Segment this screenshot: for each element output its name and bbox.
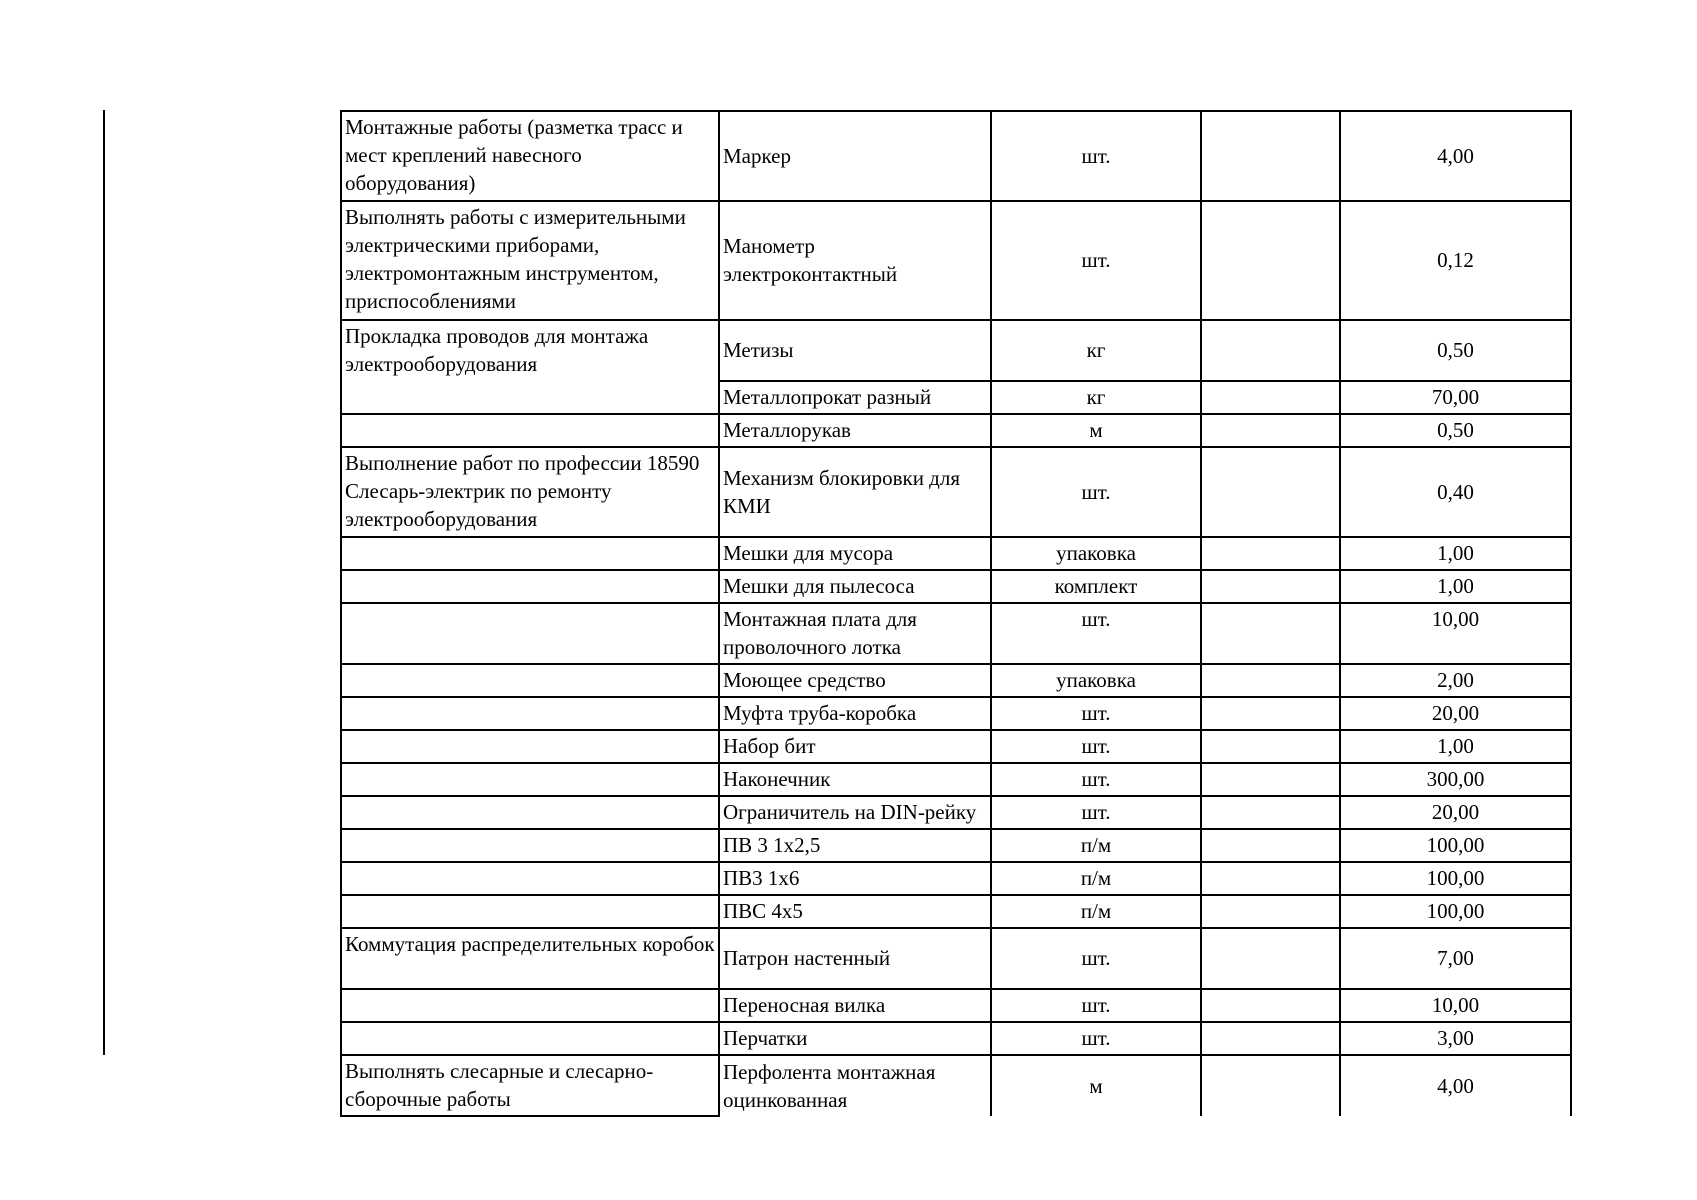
unit-cell: шт. [991, 1022, 1201, 1055]
unit-cell: м [991, 414, 1201, 447]
operation-cell [341, 537, 719, 570]
unit-cell: кг [991, 381, 1201, 414]
quantity-cell: 3,00 [1340, 1022, 1571, 1055]
unit-cell: шт. [991, 603, 1201, 664]
extra-cell [1201, 201, 1340, 320]
extra-cell [1201, 111, 1340, 201]
quantity-cell: 1,00 [1340, 537, 1571, 570]
operation-cell [341, 796, 719, 829]
table-row [341, 447, 1571, 537]
table-row [341, 862, 1571, 895]
material-cell: Наконечник [719, 763, 991, 796]
extra-cell [1201, 414, 1340, 447]
operation-cell [341, 414, 719, 447]
material-cell: Перфолента монтажная оцинкованная [719, 1055, 991, 1116]
quantity-cell: 300,00 [1340, 763, 1571, 796]
quantity-cell: 4,00 [1340, 1055, 1571, 1116]
material-cell: ПВ 3 1х2,5 [719, 829, 991, 862]
table-row [341, 928, 1571, 989]
quantity-cell: 0,50 [1340, 414, 1571, 447]
quantity-cell: 1,00 [1340, 730, 1571, 763]
extra-cell [1201, 829, 1340, 862]
table-row [341, 989, 1571, 1022]
extra-cell [1201, 447, 1340, 537]
material-cell: Металлопрокат разный [719, 381, 991, 414]
material-cell: Механизм блокировки для КМИ [719, 447, 991, 537]
unit-cell: комплект [991, 570, 1201, 603]
extra-cell [1201, 989, 1340, 1022]
operation-cell [341, 989, 719, 1022]
table-row [341, 763, 1571, 796]
unit-cell: упаковка [991, 537, 1201, 570]
operation-cell: Выполнять слесарные и слесарно-сборочные работы [341, 1055, 719, 1116]
unit-cell: п/м [991, 895, 1201, 928]
quantity-cell: 100,00 [1340, 862, 1571, 895]
quantity-cell: 20,00 [1340, 796, 1571, 829]
quantity-cell: 70,00 [1340, 381, 1571, 414]
table-row [341, 664, 1571, 697]
unit-cell: шт. [991, 763, 1201, 796]
quantity-cell: 100,00 [1340, 895, 1571, 928]
quantity-cell: 20,00 [1340, 697, 1571, 730]
unit-cell: шт. [991, 201, 1201, 320]
quantity-cell: 10,00 [1340, 989, 1571, 1022]
extra-cell [1201, 664, 1340, 697]
table-row [341, 320, 1571, 381]
quantity-cell: 0,40 [1340, 447, 1571, 537]
quantity-cell: 2,00 [1340, 664, 1571, 697]
extra-cell [1201, 928, 1340, 989]
material-cell: Метизы [719, 320, 991, 381]
operation-cell [341, 730, 719, 763]
extra-cell [1201, 763, 1340, 796]
quantity-cell: 100,00 [1340, 829, 1571, 862]
materials-table [340, 110, 1572, 1117]
table-row [341, 796, 1571, 829]
quantity-cell: 1,00 [1340, 570, 1571, 603]
unit-cell: шт. [991, 111, 1201, 201]
material-cell: Металлорукав [719, 414, 991, 447]
table-row [341, 414, 1571, 447]
quantity-cell: 10,00 [1340, 603, 1571, 664]
table-row [341, 730, 1571, 763]
operation-cell [341, 829, 719, 862]
quantity-cell: 7,00 [1340, 928, 1571, 989]
material-cell: Манометр электроконтактный [719, 201, 991, 320]
unit-cell: шт. [991, 730, 1201, 763]
operation-cell [341, 895, 719, 928]
quantity-cell: 0,12 [1340, 201, 1571, 320]
table-row [341, 697, 1571, 730]
operation-cell [341, 862, 719, 895]
extra-cell [1201, 381, 1340, 414]
table-row [341, 603, 1571, 664]
table-row [341, 895, 1571, 928]
unit-cell: упаковка [991, 664, 1201, 697]
table-row [341, 570, 1571, 603]
extra-cell [1201, 1055, 1340, 1116]
extra-cell [1201, 1022, 1340, 1055]
material-cell: ПВС 4х5 [719, 895, 991, 928]
unit-cell: п/м [991, 829, 1201, 862]
operation-cell: Прокладка проводов для монтажа электрооборудования [341, 320, 719, 414]
operation-cell: Монтажные работы (разметка трасс и мест креплений навесного оборудования) [341, 111, 719, 201]
left-margin-rule [103, 110, 105, 1055]
table-row [341, 1055, 1571, 1116]
unit-cell: м [991, 1055, 1201, 1116]
unit-cell: шт. [991, 697, 1201, 730]
extra-cell [1201, 603, 1340, 664]
material-cell: Ограничитель на DIN-рейку [719, 796, 991, 829]
operation-cell [341, 763, 719, 796]
material-cell: Переносная вилка [719, 989, 991, 1022]
material-cell: Набор бит [719, 730, 991, 763]
extra-cell [1201, 570, 1340, 603]
operation-cell: Выполнение работ по профессии 18590 Слесарь-электрик по ремонту электрооборудования [341, 447, 719, 537]
operation-cell [341, 664, 719, 697]
material-cell: Муфта труба-коробка [719, 697, 991, 730]
table-row [341, 111, 1571, 201]
extra-cell [1201, 862, 1340, 895]
material-cell: Перчатки [719, 1022, 991, 1055]
table-row [341, 829, 1571, 862]
unit-cell: кг [991, 320, 1201, 381]
operation-cell [341, 570, 719, 603]
table-row [341, 201, 1571, 320]
material-cell: Патрон настенный [719, 928, 991, 989]
material-cell: Монтажная плата для проволочного лотка [719, 603, 991, 664]
material-cell: Мешки для пылесоса [719, 570, 991, 603]
unit-cell: шт. [991, 989, 1201, 1022]
table-row [341, 1022, 1571, 1055]
material-cell: Моющее средство [719, 664, 991, 697]
extra-cell [1201, 537, 1340, 570]
extra-cell [1201, 895, 1340, 928]
extra-cell [1201, 697, 1340, 730]
operation-cell [341, 603, 719, 664]
unit-cell: шт. [991, 447, 1201, 537]
operation-cell: Коммутация распределительных коробок [341, 928, 719, 989]
unit-cell: шт. [991, 796, 1201, 829]
extra-cell [1201, 796, 1340, 829]
unit-cell: п/м [991, 862, 1201, 895]
quantity-cell: 0,50 [1340, 320, 1571, 381]
quantity-cell: 4,00 [1340, 111, 1571, 201]
material-cell: Маркер [719, 111, 991, 201]
material-cell: ПВ3 1х6 [719, 862, 991, 895]
operation-cell [341, 1022, 719, 1055]
table-row [341, 537, 1571, 570]
operation-cell [341, 697, 719, 730]
extra-cell [1201, 320, 1340, 381]
extra-cell [1201, 730, 1340, 763]
material-cell: Мешки для мусора [719, 537, 991, 570]
operation-cell: Выполнять работы с измерительными электрическими приборами, электромонтажным инструментом, приспособлениями [341, 201, 719, 320]
unit-cell: шт. [991, 928, 1201, 989]
